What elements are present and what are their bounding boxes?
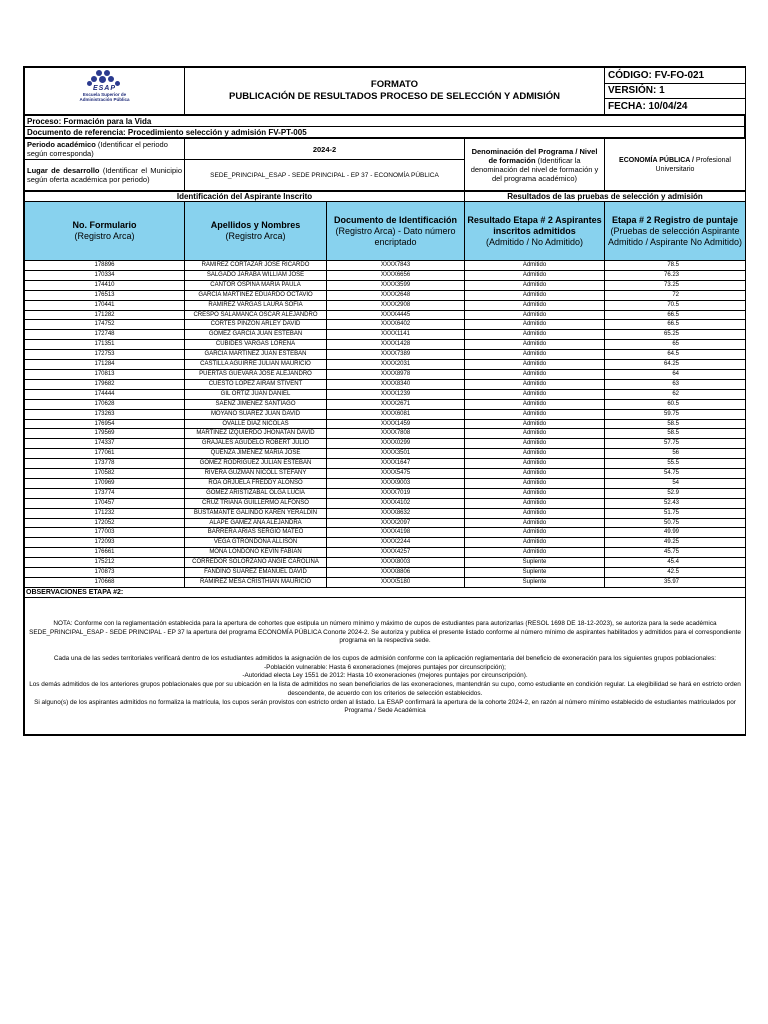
- header-table: [24, 67, 746, 115]
- id-document-cell: XXXX9003: [327, 478, 465, 488]
- score-cell: 66.5: [605, 310, 746, 320]
- table-row: [25, 568, 746, 578]
- table-row: [25, 340, 746, 350]
- full-name-cell: BUSTAMANTE GALINDO KAREN YERALDIN: [185, 508, 327, 518]
- id-document-cell: XXXX1141: [327, 330, 465, 340]
- id-document-cell: XXXX4198: [327, 528, 465, 538]
- denominacion-value: ECONOMÍA PÚBLICA / Profesional Universitario: [605, 139, 746, 191]
- id-document-cell: XXXX4257: [327, 548, 465, 558]
- id-document-cell: XXXX8632: [327, 508, 465, 518]
- form-number-cell: 176661: [25, 548, 185, 558]
- full-name-cell: CRESPO SALAMANCA OSCAR ALEJANDRO: [185, 310, 327, 320]
- form-number-cell: 172052: [25, 518, 185, 528]
- score-cell: 78.5: [605, 261, 746, 271]
- full-name-cell: GRAJALES AGUDELO ROBERT JULIO: [185, 439, 327, 449]
- score-cell: 51.75: [605, 508, 746, 518]
- score-cell: 64.25: [605, 360, 746, 370]
- score-cell: 72: [605, 290, 746, 300]
- col-nombres-header: Apellidos y Nombres (Registro Arca): [185, 202, 327, 261]
- id-document-cell: XXXX2908: [327, 300, 465, 310]
- id-document-cell: XXXX3599: [327, 280, 465, 290]
- table-row: [25, 270, 746, 280]
- form-number-cell: 174752: [25, 320, 185, 330]
- logo-wordmark: ESAP: [92, 85, 117, 92]
- form-number-cell: 174337: [25, 439, 185, 449]
- result-status-cell: Admitido: [465, 340, 605, 350]
- table-row: [25, 538, 746, 548]
- full-name-cell: GOMEZ ARISTIZABAL OLGA LUCIA: [185, 488, 327, 498]
- form-number-cell: 174410: [25, 280, 185, 290]
- id-document-cell: XXXX5180: [327, 578, 465, 588]
- full-name-cell: PUERTAS GUEVARA JOSE ALEJANDRO: [185, 369, 327, 379]
- form-number-cell: 173778: [25, 459, 185, 469]
- score-cell: 64.5: [605, 350, 746, 360]
- form-number-cell: 176513: [25, 290, 185, 300]
- id-document-cell: XXXX8340: [327, 379, 465, 389]
- result-status-cell: Admitido: [465, 379, 605, 389]
- score-cell: 56: [605, 449, 746, 459]
- result-status-cell: Admitido: [465, 498, 605, 508]
- id-document-cell: XXXX2097: [327, 518, 465, 528]
- id-document-cell: XXXX8978: [327, 369, 465, 379]
- form-number-cell: 173774: [25, 488, 185, 498]
- score-cell: 66.5: [605, 320, 746, 330]
- score-cell: 76.23: [605, 270, 746, 280]
- reference-doc-label: Documento de referencia: Procedimiento selección y admisión FV-PT-005: [25, 127, 745, 138]
- score-cell: 54.75: [605, 469, 746, 479]
- table-row: [25, 261, 746, 271]
- score-cell: 62: [605, 389, 746, 399]
- id-document-cell: XXXX1647: [327, 459, 465, 469]
- table-row: [25, 449, 746, 459]
- form-number-cell: 171232: [25, 508, 185, 518]
- table-row: [25, 360, 746, 370]
- id-document-cell: XXXX7019: [327, 488, 465, 498]
- table-row: [25, 300, 746, 310]
- score-cell: 54: [605, 478, 746, 488]
- result-status-cell: Suplente: [465, 568, 605, 578]
- full-name-cell: MONA LONDOÑO KEVIN FABIAN: [185, 548, 327, 558]
- process-label: Proceso: Formación para la Vida: [25, 116, 745, 127]
- score-cell: 64: [605, 369, 746, 379]
- observations-label: OBSERVACIONES ETAPA #2:: [25, 587, 746, 597]
- table-row: [25, 290, 746, 300]
- table-row: [25, 528, 746, 538]
- full-name-cell: GIL ORTIZ JUAN DANIEL: [185, 389, 327, 399]
- score-cell: 58.5: [605, 429, 746, 439]
- full-name-cell: GARCÍA MARTINEZ EDUARDO OCTAVIO: [185, 290, 327, 300]
- section-applicant-id: Identificación del Aspirante Inscrito: [25, 192, 465, 202]
- form-number-cell: 177003: [25, 528, 185, 538]
- lugar-value: SEDE_PRINCIPAL_ESAP - SEDE PRINCIPAL - EP 37 - ECONOMÍA PÚBLICA: [185, 160, 465, 191]
- score-cell: 42.5: [605, 568, 746, 578]
- id-document-cell: XXXX7389: [327, 350, 465, 360]
- result-status-cell: Admitido: [465, 310, 605, 320]
- table-row: [25, 409, 746, 419]
- col-puntaje-header: Etapa # 2 Registro de puntaje (Pruebas de selección Aspirante Admitido / Aspirante No Admitido): [605, 202, 746, 261]
- result-status-cell: Admitido: [465, 429, 605, 439]
- score-cell: 52.9: [605, 488, 746, 498]
- form-number-cell: 170334: [25, 270, 185, 280]
- esap-logo: [45, 70, 165, 112]
- table-row: [25, 469, 746, 479]
- table-row: [25, 429, 746, 439]
- result-status-cell: Admitido: [465, 508, 605, 518]
- table-row: [25, 350, 746, 360]
- process-table: [24, 115, 745, 138]
- result-status-cell: Admitido: [465, 270, 605, 280]
- score-cell: 45.75: [605, 548, 746, 558]
- form-number-cell: 170441: [25, 300, 185, 310]
- note-paragraph-4: -Autoridad electa Ley 1551 de 2012: Hasta 10 exoneraciones (mejores puntajes por circunscripción).: [242, 672, 528, 680]
- note-paragraph-3: -Población vulnerable: Hasta 6 exoneraciones (mejores puntajes por circunscripción);: [264, 663, 506, 671]
- full-name-cell: CASTILLA AGUIRRE JULIAN MAURICIO: [185, 360, 327, 370]
- full-name-cell: FANDIÑO SUAREZ EMANUEL DAVID: [185, 568, 327, 578]
- result-status-cell: Admitido: [465, 290, 605, 300]
- col-resultado-header: Resultado Etapa # 2 Aspirantes inscritos admitidos (Admitido / No Admitido): [465, 202, 605, 261]
- results-sheet: [23, 66, 746, 736]
- observations-notes: [25, 597, 746, 734]
- form-number-cell: 170873: [25, 568, 185, 578]
- form-number-cell: 170582: [25, 469, 185, 479]
- form-number-cell: 171282: [25, 310, 185, 320]
- table-row: [25, 389, 746, 399]
- document-date: FECHA: 10/04/24: [605, 99, 746, 115]
- document-title: FORMATO PUBLICACIÓN DE RESULTADOS PROCESO DE SELECCIÓN Y ADMISIÓN: [185, 68, 605, 115]
- full-name-cell: ALAPE GAMEZ ANA ALEJANDRA: [185, 518, 327, 528]
- table-row: [25, 488, 746, 498]
- full-name-cell: CRUZ TRIANA GUILLERMO ALFONSO: [185, 498, 327, 508]
- result-status-cell: Admitido: [465, 369, 605, 379]
- id-document-cell: XXXX6402: [327, 320, 465, 330]
- table-row: [25, 310, 746, 320]
- full-name-cell: GARCIA MARTINEZ JUAN ESTEBAN: [185, 350, 327, 360]
- result-status-cell: Admitido: [465, 419, 605, 429]
- table-row: [25, 330, 746, 340]
- id-document-cell: XXXX7808: [327, 429, 465, 439]
- result-status-cell: Admitido: [465, 360, 605, 370]
- result-status-cell: Admitido: [465, 300, 605, 310]
- score-cell: 59.75: [605, 409, 746, 419]
- form-number-cell: 172748: [25, 330, 185, 340]
- logo-caption: Escuela Superior de Administración Pública: [79, 92, 130, 102]
- full-name-cell: MARTINEZ IZQUIERDO JHONATAN DAVID: [185, 429, 327, 439]
- form-number-cell: 171351: [25, 340, 185, 350]
- table-row: [25, 369, 746, 379]
- id-document-cell: XXXX0299: [327, 439, 465, 449]
- score-cell: 58.5: [605, 419, 746, 429]
- full-name-cell: SAENZ JIMENEZ SANTIAGO: [185, 399, 327, 409]
- table-row: [25, 478, 746, 488]
- full-name-cell: MOYANO SUAREZ JUAN DAVID: [185, 409, 327, 419]
- id-document-cell: XXXX1459: [327, 419, 465, 429]
- full-name-cell: RAMIREZ CORTAZAR JOSE RICARDO: [185, 261, 327, 271]
- periodo-value: 2024-2: [185, 139, 465, 160]
- form-number-cell: 170457: [25, 498, 185, 508]
- table-row: [25, 498, 746, 508]
- id-document-cell: XXXX3501: [327, 449, 465, 459]
- score-cell: 65.25: [605, 330, 746, 340]
- full-name-cell: CUESTO LOPEZ AIRAM STIVENT: [185, 379, 327, 389]
- full-name-cell: BARRERA ARIAS SERGIO MATEO: [185, 528, 327, 538]
- full-name-cell: GOMEZ GARCIA JUAN ESTEBAN: [185, 330, 327, 340]
- full-name-cell: OVALLE DIAZ NICOLAS: [185, 419, 327, 429]
- document-version: VERSIÓN: 1: [605, 83, 746, 99]
- form-number-cell: 173263: [25, 409, 185, 419]
- result-status-cell: Admitido: [465, 459, 605, 469]
- id-document-cell: XXXX2671: [327, 399, 465, 409]
- table-row: [25, 508, 746, 518]
- result-status-cell: Admitido: [465, 439, 605, 449]
- form-number-cell: 179682: [25, 379, 185, 389]
- form-number-cell: 170969: [25, 478, 185, 488]
- id-document-cell: XXXX7843: [327, 261, 465, 271]
- result-status-cell: Admitido: [465, 538, 605, 548]
- result-status-cell: Admitido: [465, 350, 605, 360]
- result-status-cell: Admitido: [465, 389, 605, 399]
- result-status-cell: Admitido: [465, 409, 605, 419]
- form-number-cell: 174444: [25, 389, 185, 399]
- id-document-cell: XXXX2244: [327, 538, 465, 548]
- result-status-cell: Suplente: [465, 578, 605, 588]
- id-document-cell: XXXX8806: [327, 568, 465, 578]
- form-number-cell: 176954: [25, 419, 185, 429]
- result-status-cell: Admitido: [465, 399, 605, 409]
- result-status-cell: Admitido: [465, 528, 605, 538]
- note-paragraph-5: Los demás admitidos de los anteriores grupos poblacionales que por su ubicación en la lista de admitidos no sean beneficiarios de las exoneraciones, mantendrán su cupo, como estudiante en condición regular. La elegibilidad se hará en estricto orden descendente, de acuerdo con los criterios de selección establecidos.: [29, 681, 741, 697]
- table-row: [25, 439, 746, 449]
- table-row: [25, 459, 746, 469]
- results-table: [24, 191, 746, 735]
- id-document-cell: XXXX8003: [327, 558, 465, 568]
- result-status-cell: Admitido: [465, 518, 605, 528]
- result-status-cell: Suplente: [465, 558, 605, 568]
- score-cell: 70.5: [605, 300, 746, 310]
- result-status-cell: Admitido: [465, 478, 605, 488]
- score-cell: 65: [605, 340, 746, 350]
- full-name-cell: RAMIREZ VARGAS LAURA SOFIA: [185, 300, 327, 310]
- score-cell: 49.25: [605, 538, 746, 548]
- id-document-cell: XXXX6656: [327, 270, 465, 280]
- section-test-results: Resultados de las pruebas de selección y admisión: [465, 192, 746, 202]
- lugar-label: Lugar de desarrollo (Identificar el Municipio según oferta académica por periodo): [25, 160, 185, 191]
- results-rows: [25, 261, 746, 588]
- result-status-cell: Admitido: [465, 488, 605, 498]
- full-name-cell: VEGA GTRONDONA ALLISON: [185, 538, 327, 548]
- result-status-cell: Admitido: [465, 261, 605, 271]
- full-name-cell: CORTES PINZON ARLEY DAVID: [185, 320, 327, 330]
- result-status-cell: Admitido: [465, 330, 605, 340]
- table-row: [25, 548, 746, 558]
- result-status-cell: Admitido: [465, 449, 605, 459]
- logo-cell: [25, 68, 185, 115]
- form-number-cell: 178896: [25, 261, 185, 271]
- form-number-cell: 172753: [25, 350, 185, 360]
- score-cell: 52.43: [605, 498, 746, 508]
- periodo-label: Periodo académico (Identificar el periodo según corresponda): [25, 139, 185, 160]
- id-document-cell: XXXX4102: [327, 498, 465, 508]
- result-status-cell: Admitido: [465, 280, 605, 290]
- score-cell: 50.75: [605, 518, 746, 528]
- id-document-cell: XXXX4445: [327, 310, 465, 320]
- score-cell: 63: [605, 379, 746, 389]
- table-row: [25, 578, 746, 588]
- full-name-cell: SALGADO JARABA WILLIAM JOSE: [185, 270, 327, 280]
- info-table: [24, 138, 746, 191]
- score-cell: 49.99: [605, 528, 746, 538]
- full-name-cell: CANTOR OSPINA MARIA PAULA: [185, 280, 327, 290]
- full-name-cell: RAMIREZ MESA CRISTHIAN MAURICIO: [185, 578, 327, 588]
- full-name-cell: RIVERA GUZMAN NICOLL STEFANY: [185, 469, 327, 479]
- full-name-cell: ROA ORJUELA FREDDY ALONSO: [185, 478, 327, 488]
- table-row: [25, 320, 746, 330]
- table-row: [25, 399, 746, 409]
- result-status-cell: Admitido: [465, 469, 605, 479]
- score-cell: 60.5: [605, 399, 746, 409]
- col-formulario-header: No. Formulario (Registro Arca): [25, 202, 185, 261]
- score-cell: 57.75: [605, 439, 746, 449]
- table-row: [25, 379, 746, 389]
- score-cell: 45.4: [605, 558, 746, 568]
- full-name-cell: GOMEZ RODRIGUEZ JULIAN ESTEBAN: [185, 459, 327, 469]
- id-document-cell: XXXX5475: [327, 469, 465, 479]
- table-row: [25, 419, 746, 429]
- full-name-cell: CUBIDES VARGAS LORENA: [185, 340, 327, 350]
- form-number-cell: 179569: [25, 429, 185, 439]
- id-document-cell: XXXX2031: [327, 360, 465, 370]
- form-number-cell: 170668: [25, 578, 185, 588]
- id-document-cell: XXXX1428: [327, 340, 465, 350]
- id-document-cell: XXXX1239: [327, 389, 465, 399]
- denominacion-label: Denominación del Programa / Nivel de formación (Identificar la denominación del nivel de formación y del programa académico): [465, 139, 605, 191]
- form-number-cell: 170628: [25, 399, 185, 409]
- table-row: [25, 518, 746, 528]
- form-number-cell: 172093: [25, 538, 185, 548]
- form-number-cell: 171284: [25, 360, 185, 370]
- form-number-cell: 175212: [25, 558, 185, 568]
- col-documento-header: Documento de Identificación (Registro Arca) - Dato número encriptado: [327, 202, 465, 261]
- result-status-cell: Admitido: [465, 548, 605, 558]
- id-document-cell: XXXX2648: [327, 290, 465, 300]
- form-number-cell: 170813: [25, 369, 185, 379]
- full-name-cell: CORREDOR SOLORZANO ANGIE CAROLINA: [185, 558, 327, 568]
- form-number-cell: 177061: [25, 449, 185, 459]
- score-cell: 55.5: [605, 459, 746, 469]
- table-row: [25, 280, 746, 290]
- table-row: [25, 558, 746, 568]
- id-document-cell: XXXX6081: [327, 409, 465, 419]
- document-code: CÓDIGO: FV-FO-021: [605, 68, 746, 84]
- score-cell: 73.25: [605, 280, 746, 290]
- full-name-cell: QUENZA JIMENEZ MARIA JOSE: [185, 449, 327, 459]
- note-paragraph-6: Si alguno(s) de los aspirantes admitidos no formaliza la matrícula, los cupos serán provistos con estricto orden al listado. La ESAP confirmará la apertura de la cohorte 2024-2, en razón al número mínimo establecido de estudiantes matriculados por Programa / Sede Académica: [34, 698, 736, 715]
- note-paragraph-2: Cada una de las sedes territoriales verificará dentro de los estudiantes admitidos la asignación de los cupos de admisión conforme con la aplicación reglamentaria del beneficio de exoneración para los siguientes grupos poblacionales:: [53, 655, 717, 663]
- result-status-cell: Admitido: [465, 320, 605, 330]
- score-cell: 35.97: [605, 578, 746, 588]
- note-paragraph-1: NOTA: Conforme con la reglamentación establecida para la apertura de cohortes que estipula un número mínimo y máximo de cupos de estudiantes para autorizarlas (RESOL 1698 DE 18-12-2023), se autoriza para la sede académica SEDE_PRINCIPAL_ESAP - SEDE PRINCIPAL - EP 37 la apertura del programa ECONOMÍA PÚBLICA Conorte 2024-2. Se autoriza y publica el presente listado conforme al número mínimo de aspirantes habilitados y admitidos para el correspondiente programa en la respectiva sede.: [29, 619, 741, 645]
